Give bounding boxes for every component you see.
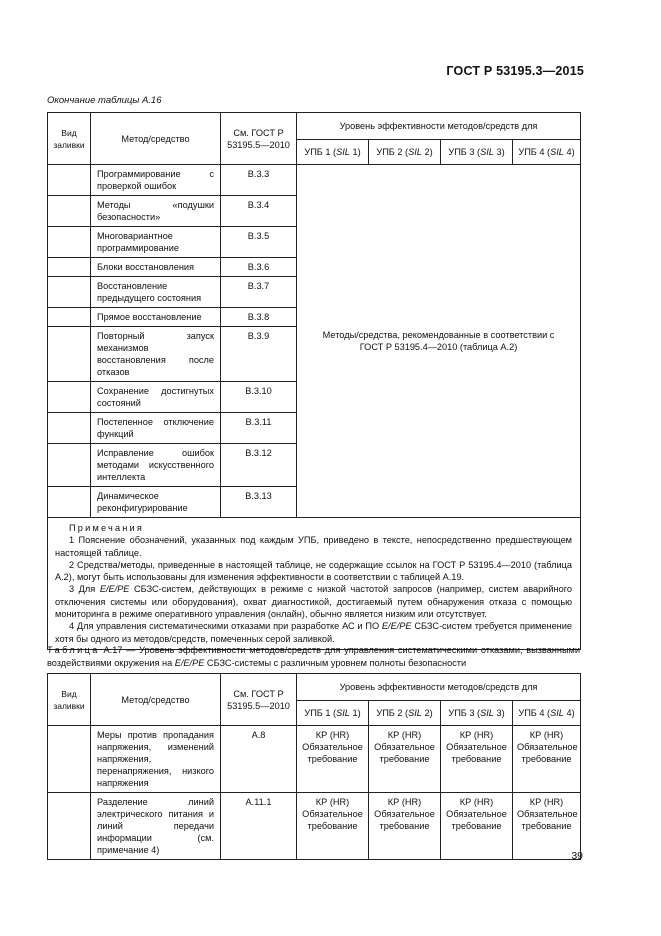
header-sil4: УПБ 4 (SIL 4) xyxy=(513,140,581,165)
header-sil3: УПБ 3 (SIL 3) xyxy=(441,701,513,726)
fill-cell xyxy=(48,258,91,277)
sil3-value: КР (HR) Обязательное требование xyxy=(441,793,513,860)
table-a16 xyxy=(47,112,581,650)
sil1-value: КР (HR) Обязательное требование xyxy=(297,793,369,860)
fill-cell xyxy=(48,308,91,327)
header-reference: См. ГОСТ Р 53195.5—2010 xyxy=(221,113,297,165)
reference-cell: А.8 xyxy=(221,726,297,793)
reference-cell: В.3.3 xyxy=(221,165,297,196)
reference-cell: В.3.13 xyxy=(221,487,297,518)
reference-cell: В.3.8 xyxy=(221,308,297,327)
header-sil1: УПБ 1 (SIL 1) xyxy=(297,140,369,165)
sil2-value: КР (HR) Обязательное требование xyxy=(369,793,441,860)
header-sil2: УПБ 2 (SIL 2) xyxy=(369,140,441,165)
method-cell: Многовариантное программирование xyxy=(91,227,221,258)
method-cell: Динамическое реконфигурирование xyxy=(91,487,221,518)
header-sil4: УПБ 4 (SIL 4) xyxy=(513,701,581,726)
fill-cell xyxy=(48,277,91,308)
method-cell: Разделение линий электрического питания и линий передачи информации (см. примечание 4) xyxy=(91,793,221,860)
document-code: ГОСТ Р 53195.3—2015 xyxy=(446,64,584,78)
notes-title: Примечания xyxy=(69,523,145,533)
sil2-value: КР (HR) Обязательное требование xyxy=(369,726,441,793)
method-cell: Программирование с проверкой ошибок xyxy=(91,165,221,196)
reference-cell: А.11.1 xyxy=(221,793,297,860)
sil4-value: КР (HR) Обязательное требование xyxy=(513,793,581,860)
method-cell: Исправление ошибок методами искусственного интеллекта xyxy=(91,444,221,487)
method-cell: Прямое восстановление xyxy=(91,308,221,327)
fill-cell xyxy=(48,227,91,258)
reference-cell: В.3.5 xyxy=(221,227,297,258)
table-a17 xyxy=(47,673,581,860)
fill-cell xyxy=(48,444,91,487)
reference-cell: В.3.12 xyxy=(221,444,297,487)
note-3: 3 Для E/E/PE СБЗС-систем, действующих в режиме с низкой частотой запросов (например, систем аварийного отключения системы или оборудования), охват диагностикой, достигаемый путем обнаружения отказа с помощью мониторинга в режиме оперативного управления (онлайн), обычно является низким или отсутствует. xyxy=(55,584,572,620)
fill-cell xyxy=(48,726,91,793)
reference-cell: В.3.11 xyxy=(221,413,297,444)
sil4-value: КР (HR) Обязательное требование xyxy=(513,726,581,793)
fill-cell xyxy=(48,327,91,382)
table-notes xyxy=(48,518,581,650)
note-2: 2 Средства/методы, приведенные в настоящей таблице, не содержащие ссылок на ГОСТ Р 53195.4—2010 (таблица А.2), могут быть использованы для изменения эффективности в соответствии с таблицей А.19. xyxy=(55,559,572,583)
header-effectiveness-group: Уровень эффективности методов/средств для xyxy=(297,674,581,701)
merged-recommendation-cell: Методы/средства, рекомендованные в соответствии с ГОСТ Р 53195.4—2010 (таблица А.2) xyxy=(297,165,581,518)
header-reference: См. ГОСТ Р 53195.5—2010 xyxy=(221,674,297,726)
method-cell: Блоки восстановления xyxy=(91,258,221,277)
method-cell: Восстановление предыдущего состояния xyxy=(91,277,221,308)
method-cell: Сохранение достигнутых состояний xyxy=(91,382,221,413)
fill-cell xyxy=(48,487,91,518)
note-1: 1 Пояснение обозначений, указанных под каждым УПБ, приведено в тексте, непосредственно предшествующем настоящей таблице. xyxy=(55,535,572,558)
header-method: Метод/средство xyxy=(91,674,221,726)
reference-cell: В.3.4 xyxy=(221,196,297,227)
page-number: 39 xyxy=(571,850,583,862)
table-a17-caption: Таблица А.17 — Уровень эффективности методов/средств для управления систематическими отказами, вызванными воздействиями окружения на E/E/PE СБЗС-системы с различным уровнем полноты безопасности xyxy=(47,645,580,668)
reference-cell: В.3.10 xyxy=(221,382,297,413)
header-sil2: УПБ 2 (SIL 2) xyxy=(369,701,441,726)
fill-cell xyxy=(48,793,91,860)
fill-cell xyxy=(48,196,91,227)
table-caption-continued: Окончание таблицы А.16 xyxy=(47,95,162,106)
method-cell: Меры против пропадания напряжения, изменений напряжения, перенапряжения, низкого напряжения xyxy=(91,726,221,793)
fill-cell xyxy=(48,382,91,413)
note-4: 4 Для управления систематическими отказами при разработке АС и ПО E/E/PE СБЗС-систем требуется применение хотя бы одного из методов/средств, помеченных серой заливкой. xyxy=(55,621,572,644)
fill-cell xyxy=(48,413,91,444)
method-cell: Методы «подушки безопасности» xyxy=(91,196,221,227)
sil3-value: КР (HR) Обязательное требование xyxy=(441,726,513,793)
reference-cell: В.3.7 xyxy=(221,277,297,308)
header-fill-type: Вид заливки xyxy=(48,113,91,165)
header-sil3: УПБ 3 (SIL 3) xyxy=(441,140,513,165)
header-sil1: УПБ 1 (SIL 1) xyxy=(297,701,369,726)
reference-cell: В.3.6 xyxy=(221,258,297,277)
header-fill-type: Вид заливки xyxy=(48,674,91,726)
header-method: Метод/средство xyxy=(91,113,221,165)
method-cell: Постепенное отключение функций xyxy=(91,413,221,444)
reference-cell: В.3.9 xyxy=(221,327,297,382)
header-effectiveness-group: Уровень эффективности методов/средств для xyxy=(297,113,581,140)
sil1-value: КР (HR) Обязательное требование xyxy=(297,726,369,793)
fill-cell xyxy=(48,165,91,196)
method-cell: Повторный запуск механизмов восстановления после отказов xyxy=(91,327,221,382)
